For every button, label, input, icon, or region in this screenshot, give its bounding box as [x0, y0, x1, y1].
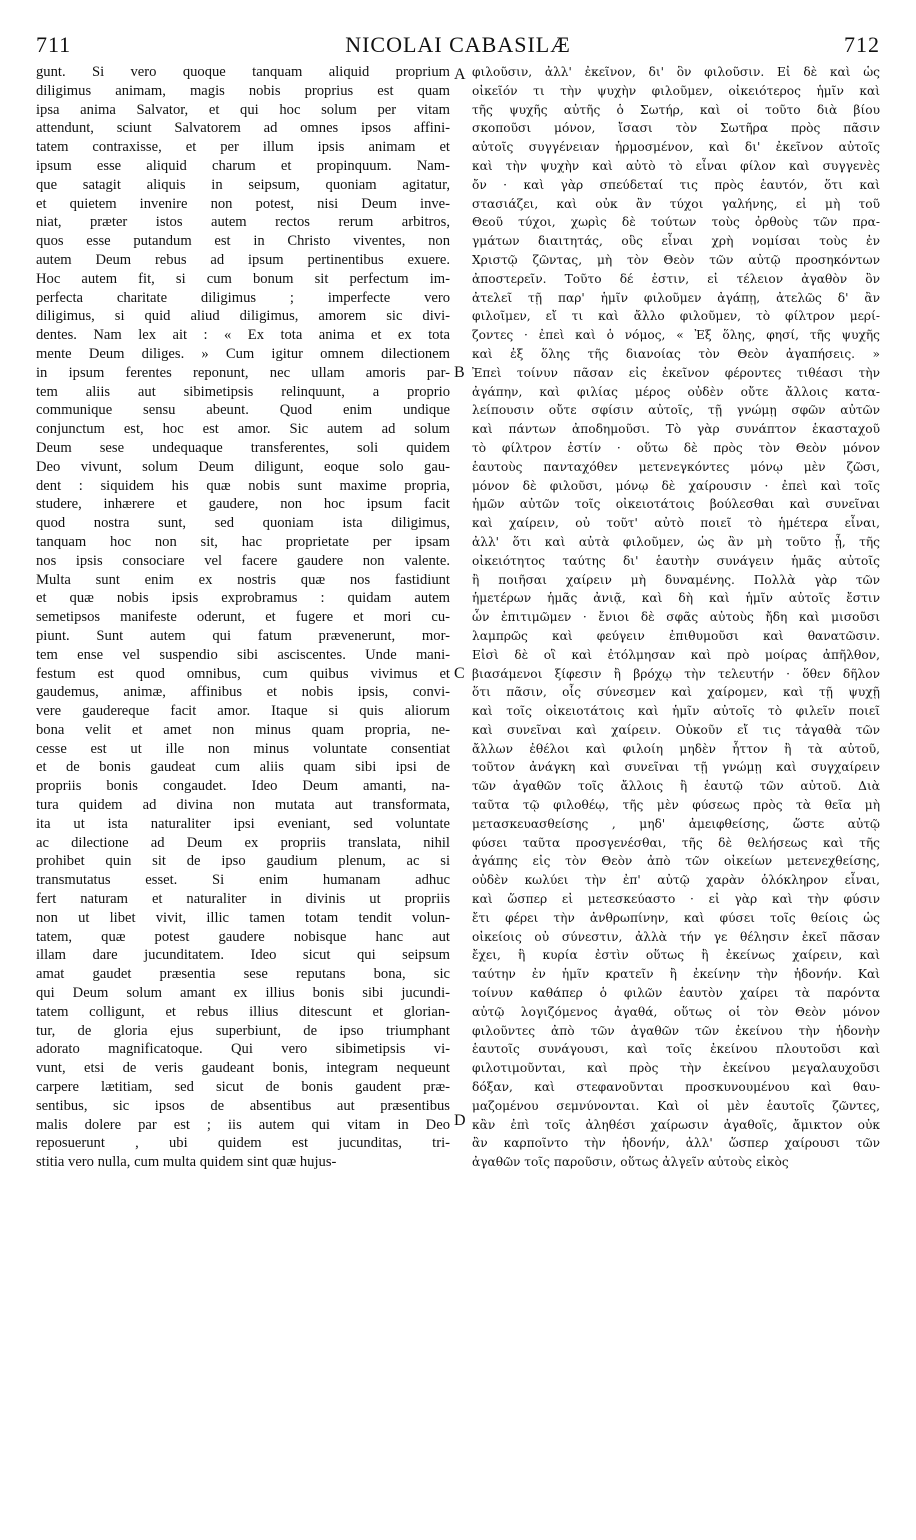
latin-text-line: Deo vivunt, solum Deum diligunt, eoque solo gau-	[36, 458, 450, 475]
greek-text-line: τῆς ψυχῆς αὐτῆς ὁ Σωτήρ, καὶ οἱ τοῦτο διὰ βίου	[472, 102, 880, 117]
greek-text-line: αὐτῷ λογιζόμενος ἀγαθά, οὕτως οἱ τὸν Θεὸν μόνον	[472, 1004, 880, 1019]
latin-text-line: malis dolere par est ; iis autem qui vitam in Deo	[36, 1116, 450, 1133]
margin-letter-b: B	[454, 364, 465, 381]
greek-text-line: καὶ ἐξ ὅλης τῆς διανοίας τὸν Θεὸν ἀγαπήσεις. »	[472, 346, 880, 361]
latin-text-line: illam dare jucunditatem. Ideo sicut qui seipsum	[36, 947, 450, 964]
latin-text-line: mente Deum diliges. » Cum igitur omnem dilectionem	[36, 345, 450, 362]
latin-text-line: attendunt, sciunt Salvatorem ad omnes ipsos affini-	[36, 120, 450, 137]
greek-text-line: μόνον δὲ φιλοῦσι, μόνῳ δὲ χαίρουσιν · ἐπεὶ καὶ τοῖς	[472, 478, 880, 493]
latin-text-line: ipsa anima Salvator, et qui hoc solum per vitam	[36, 101, 450, 118]
greek-text-line: ἂν καρποῖντο τὴν ἡδονήν, ἀλλ' ὥσπερ χαίρουσι τῶν	[472, 1136, 880, 1151]
latin-column	[36, 63, 450, 1172]
greek-text-line: αὐτοῖς συγγένειαν ἡρμοσμένον, καὶ δι' ἐκεῖνον αὐτοῖς	[472, 140, 880, 155]
latin-text-line: dent : siquidem his quæ nobis sunt maxime propria,	[36, 477, 450, 494]
latin-text-line: sentibus, sic ipsos de absentibus aut præsentibus	[36, 1097, 450, 1114]
latin-text-line: gaudemus, animæ, affinibus et nobis ipsis, convi-	[36, 684, 450, 701]
greek-text-line: ἑαυτοὺς πανταχόθεν μετενεγκόντες μόνῳ μὲν ζῶσι,	[472, 459, 880, 474]
margin-letter-c: C	[454, 665, 465, 682]
latin-text-line: propriis bonis congaudet. Ideo Deum amanti, na-	[36, 778, 450, 795]
greek-text-line: Εἰσὶ δὲ οἳ καὶ ἐτόλμησαν καὶ πρὸ μοίρας ἀπῆλθον,	[472, 647, 880, 662]
greek-text-line: φύσει ταῦτα προσγενέσθαι, τῆς δὲ θελήσεως καὶ τῆς	[472, 835, 880, 850]
greek-text-line: ἀτελεῖ τῇ παρ' ἡμῖν φιλοῦμεν ἀγάπῃ, ἀτελῶς δ' ἂν	[472, 290, 880, 305]
latin-text-line: semetipsos manifeste oderunt, et fugere et mori cu-	[36, 609, 450, 626]
greek-text-line: ἄλλων ἐθέλοι καὶ φιλοίη μηδὲν ἧττον ἢ τὰ αὐτοῦ,	[472, 741, 880, 756]
latin-text-line: fert naturam et naturaliter in divinis ut propriis	[36, 891, 450, 908]
greek-text-line: κἂν ἐπὶ τοῖς ἀληθέσι χαίρωσιν ἀγαθοῖς, ἄμικτον οὐκ	[472, 1117, 880, 1132]
greek-text-line: φιλοῦντες ἀπὸ τῶν ἀγαθῶν τῶν ἐκείνου τὴν ἡδονὴν	[472, 1023, 880, 1038]
greek-text-line: καὶ τοῖς οἰκειοτάτοις καὶ ἡμῖν αὐτοῖς τὸ φιλεῖν ποιεῖ	[472, 704, 880, 719]
latin-text-line: cesse est ut ille non minus voluntate consentiat	[36, 740, 450, 757]
greek-text-line: καὶ τὴν ψυχὴν καὶ αὐτὸ τὸ εἶναι φίλον καὶ συγγενὲς	[472, 158, 880, 173]
greek-text-line: φιλοῖμεν, εἴ τι καὶ ἄλλο φιλοῦμεν, τὸ φίλτρον μερί-	[472, 309, 880, 324]
greek-text-line: ἔτι φέρει τὴν ἀνθρωπίνην, καὶ φύσει τοῖς θείοις ὡς	[472, 910, 880, 925]
greek-text-line: βιασάμενοι ξίφεσιν ἢ βρόχῳ τὴν τελευτήν · ὅθεν δῆλον	[472, 666, 880, 681]
greek-text-line: οἰκειότητος ταύτης δι' ἑαυτὴν συνάγειν ἡμᾶς αὐτοῖς	[472, 553, 880, 568]
latin-text-line: Deum sese undequaque transferentes, soli quidem	[36, 439, 450, 456]
page-number-right: 712	[844, 32, 880, 57]
page-number-left: 711	[36, 32, 72, 57]
latin-text-line: tatem colligunt, et rebus illius ditescunt et glorian-	[36, 1003, 450, 1020]
greek-text-line: Χριστῷ ζῶντας, μὴ τὸν Θεὸν τῶν αὐτῷ προσηκόντων	[472, 252, 880, 267]
greek-text-line: καὶ χαίρειν, οὐ τοῦτ' αὐτὸ ποιεῖ τὸ ἡμέτερα εἶναι,	[472, 516, 880, 531]
latin-text-line: non ut libet vivit, illic tamen totam tendit volun-	[36, 909, 450, 926]
greek-text-line: λείπουσιν οὔτε σφίσιν αὐτοῖς, τῇ γνώμῃ σφῶν αὐτῶν	[472, 403, 880, 418]
greek-text-line: ἑαυτοῖς συνάγουσι, καὶ τοῖς ἐκείνου πλουτοῦσι καὶ	[472, 1042, 880, 1057]
latin-text-line: et de bonis gaudeat cum aliis quam sibi ipsi de	[36, 759, 450, 776]
latin-text-line: adorato magnificatoque. Qui vero sibimetipsis vi-	[36, 1041, 450, 1058]
greek-text-line: στασιάζει, καὶ οὐκ ἂν τύχοι γαλήνης, εἰ μὴ τοῦ	[472, 196, 880, 211]
latin-text-line: et quæ nobis ipsis exprobramus : quidam autem	[36, 590, 450, 607]
latin-text-line: quos esse putandum est in Christo viventes, non	[36, 233, 450, 250]
latin-text-line: quod nostra sunt, sed quoniam ista diligimus,	[36, 515, 450, 532]
greek-text-line: ταῦτα τῷ φιλοθέῳ, τῆς μὲν φύσεως πρὸς τὰ θεῖα μὴ	[472, 798, 880, 813]
greek-text-line: καὶ ὥσπερ εἰ μετεσκεύαστο · εἰ γὰρ καὶ τὴν φύσιν	[472, 892, 880, 907]
latin-text-line: communique sensu abeunt. Quod enim undique	[36, 402, 450, 419]
greek-text-line: λαμπρῶς καὶ φεύγειν ἐπιθυμοῦσι καὶ θανατῶσιν.	[472, 628, 880, 643]
latin-text-line: stitia vero nulla, cum multa quidem sint quæ hujus-	[36, 1154, 337, 1171]
greek-text-line: τῶν ἀγαθῶν τοῖς ἄλλοις ἢ ἑαυτῷ τῶν αὐτοῦ. Διὰ	[472, 779, 880, 794]
greek-text-line: μαζομένου σεμνύνονται. Καὶ οἱ μὲν ἑαυτοῖς ζῶντες,	[472, 1098, 880, 1113]
latin-text-line: studere, inhærere et gaudere, non hoc ipsum facit	[36, 496, 450, 513]
greek-text-line: τοίνυν καθάπερ ὁ φιλῶν ἑαυτὸν χαίρει τὰ παρόντα	[472, 986, 880, 1001]
greek-text-line: ὧν ἐπιτιμῶμεν · ἔνιοι δὲ σφᾶς αὐτοὺς ἤδη καὶ μισοῦσι	[472, 610, 880, 625]
latin-text-line: tatem contraxisse, et per illum ipsis animam et	[36, 139, 450, 156]
greek-text-line: ὅτι πᾶσιν, οἷς σύνεσμεν καὶ χαίρομεν, καὶ τῇ ψυχῇ	[472, 685, 880, 700]
latin-text-line: qui Deum solum amant ex illius bonis sibi jucundi-	[36, 985, 450, 1002]
greek-text-line: δόξαν, καὶ στεφανοῦνται προσκυνουμένου καὶ θαυ-	[472, 1080, 880, 1095]
latin-text-line: tur, de gloria ejus superbiunt, de ipso triumphant	[36, 1022, 450, 1039]
greek-text-line: ἢ ποιῆσαι χαίρειν μὴ δυναμένης. Πολλὰ γὰρ τῶν	[472, 572, 880, 587]
latin-text-line: que satagit aliquis in seipsum, quoniam agitatur,	[36, 176, 450, 193]
latin-text-line: niat, præter istos autem rectos rerum arbitros,	[36, 214, 450, 231]
latin-text-line: transmutatus esset. Si enim humanam adhuc	[36, 872, 450, 889]
latin-text-line: perfecta charitate diligimus ; imperfecte vero	[36, 289, 450, 306]
latin-text-line: autem Deum rebus ad ipsum pertinentibus exuere.	[36, 251, 450, 268]
latin-text-line: tem aliis aut sibimetipsis relinquunt, a proprio	[36, 383, 450, 400]
margin-letter-a: A	[454, 66, 466, 83]
latin-text-line: vere gaudereque facit amor. Itaque si quis aliorum	[36, 703, 450, 720]
latin-text-line: diligimus, si quid aliud diligimus, amorem sic divi-	[36, 308, 450, 325]
greek-text-line: ἡμῶν αὐτῶν τοῖς οἰκειοτάτοις βούλεσθαι καὶ συνεῖναι	[472, 497, 880, 512]
latin-text-line: Multa sunt enim ex nostris quæ nos fastidiunt	[36, 571, 450, 588]
latin-text-line: ipsum esse aliquid charum et propinquum. Nam-	[36, 157, 450, 174]
greek-text-line: Θεοῦ τύχοι, χωρὶς δὲ τούτων τοὺς ὀρθοὺς τῶν πρα-	[472, 215, 880, 230]
greek-text-line: Ἐπεὶ τοίνυν πᾶσαν εἰς ἐκεῖνον φέροντες τιθέασι τὴν	[472, 365, 880, 380]
latin-text-line: ac dilectione ad Deum ex propriis translata, nihil	[36, 834, 450, 851]
greek-text-line: ἀγάπην, καὶ φιλίας μέρος οὐδὲν οὔτε ἄλλοις κατα-	[472, 384, 880, 399]
latin-text-line: dentes. Nam lex ait : « Ex tota anima et ex tota	[36, 327, 450, 344]
greek-text-line: ταύτην ἐν ἡμῖν κρατεῖν ἢ ἐκείνην τὴν ἡδονήν. Καὶ	[472, 967, 880, 982]
greek-text-line: ζοντες · ἐπεὶ καὶ ὁ νόμος, « Ἐξ ὅλης, φησί, τῆς ψυχῆς	[472, 328, 880, 343]
greek-text-line: καὶ συνεῖναι καὶ χαίρειν. Οὐκοῦν εἴ τις τἀγαθὰ τῶν	[472, 722, 880, 737]
greek-text-line: ἡμετέρων ἡμᾶς ἀνιᾷ, καὶ δὴ καὶ ἡμῖν αὐτοῖς ἔστιν	[472, 591, 880, 606]
latin-text-line: carpere lætitiam, sed sicut de bonis gaudent præ-	[36, 1079, 450, 1096]
margin-letter-d: D	[454, 1112, 466, 1129]
greek-text-line: τὸ φίλτρον ἐστίν · οὕτω δὲ πρὸς τὸν Θεὸν μόνον	[472, 440, 880, 455]
greek-text-line: ἔχει, ἣ κυρία ἐστὶν οὕτως ἢ ἐκείνως χαίρειν, καὶ	[472, 948, 880, 963]
latin-text-line: et quietem invenire non potest, nisi Deum inve-	[36, 195, 450, 212]
greek-text-line: ἀγάπης εἰς τὸν Θεὸν ἀπὸ τῶν οἰκείων μετενεχθείσης,	[472, 854, 880, 869]
latin-text-line: tatem, quæ potest gaudere nobisque hanc aut	[36, 928, 450, 945]
latin-text-line: ita ut ista naturaliter ipsi eveniant, sed voluntate	[36, 815, 450, 832]
greek-text-line: ἀλλ' ὅτι καὶ αὐτὰ φιλοῦμεν, ὡς ἂν μὴ τοῦτο ᾖ, τῆς	[472, 534, 880, 549]
greek-text-line: ὄν · καὶ γὰρ σπεύδεταί τις πρὸς ἑαυτόν, ὅτι καὶ	[472, 177, 880, 192]
latin-text-line: in ipsum ferentes reponunt, nec ullam amoris par-	[36, 364, 450, 381]
greek-text-line: οἰκεῖόν τι τὴν ψυχὴν φιλοῦμεν, οἰκειότερος ἡμῖν καὶ	[472, 83, 880, 98]
greek-text-line: σκοποῦσι μόνον, ἴσασι τὸν Σωτῆρα πρὸς πᾶσιν	[472, 121, 880, 136]
latin-text-line: tem ense vel suspendio sibi asciscentes. Unde mani-	[36, 646, 450, 663]
greek-text-line: οὐδὲν κωλύει τὴν ἐπ' αὐτῷ χαρὰν ὁλόκληρον εἶναι,	[472, 873, 880, 888]
latin-text-line: diligimus animam, magis nobis proprius est quam	[36, 82, 450, 99]
latin-text-line: amat gaudet præsentia sese reputans bona, sic	[36, 966, 450, 983]
greek-text-line: φιλοτιμοῦνται, καὶ πρὸς τὴν ἐκείνου μεγαλαυχοῦσι	[472, 1061, 880, 1076]
latin-text-line: festum est quod omnibus, cum quibus vivimus et	[36, 665, 450, 682]
greek-text-line: καὶ πάντων ἀποδημοῦσι. Τὸ γὰρ συνάπτον ἑκασταχοῦ	[472, 422, 880, 437]
latin-text-line: piunt. Sunt autem qui fatum prævenerunt, mor-	[36, 627, 450, 644]
latin-text-line: Hoc autem fit, si cum bonum sit perfectum im-	[36, 270, 450, 287]
latin-text-line: reposuerunt , ubi quidem est jucunditas, tri-	[36, 1135, 450, 1152]
latin-text-line: prohibet quin sit de ipso gaudium plenum, ac si	[36, 853, 450, 870]
latin-text-line: bona velit et amet non minus quam propria, ne-	[36, 721, 450, 738]
latin-text-line: tanquam hoc non sit, hac proprietate per ipsam	[36, 533, 450, 550]
greek-text-line: ἀποστερεῖν. Τοῦτο δέ ἐστιν, εἰ τέλειον ἀγαθὸν ὂν	[472, 271, 880, 286]
greek-text-line: ἀγαθῶν τοῖς παροῦσιν, οὕτως ἀλγεῖν αὐτοὺς εἰκὸς	[472, 1155, 789, 1170]
greek-column	[472, 63, 880, 1172]
latin-text-line: tura quidem ad divina non mutata aut transformata,	[36, 797, 450, 814]
latin-text-line: nos ipsis consociare vel facere gaudere non valente.	[36, 552, 450, 569]
latin-text-line: gunt. Si vero quoque tanquam aliquid proprium	[36, 64, 450, 80]
page-header	[36, 32, 880, 58]
latin-text-line: vunt, etsi de veris gaudeant bonis, integram nequeunt	[36, 1060, 450, 1077]
latin-text-line: conjunctum est, hoc est amor. Sic autem ad solum	[36, 421, 450, 438]
greek-text-line: μετασκευασθείσης , μηδ' ἀμειφθείσης, ὥστε αὐτῷ	[472, 816, 880, 831]
greek-text-line: οἰκείοις οὐ σύνεστιν, ἀλλὰ τήν γε θέλησιν ἐκεῖ πᾶσαν	[472, 929, 880, 944]
greek-text-line: τοῦτον ἀνάγκη καὶ συνεῖναι τῇ γνώμῃ καὶ συγχαίρειν	[472, 760, 880, 775]
greek-text-line: φιλοῦσιν, ἀλλ' ἐκεῖνον, δι' ὃν φιλοῦσιν. Εἰ δὲ καὶ ὡς	[472, 65, 880, 79]
greek-text-line: γμάτων διαιτητάς, οὓς εἶναι χρὴ νομίσαι τοὺς ἐν	[472, 234, 880, 249]
running-title: NICOLAI CABASILÆ	[345, 32, 571, 57]
